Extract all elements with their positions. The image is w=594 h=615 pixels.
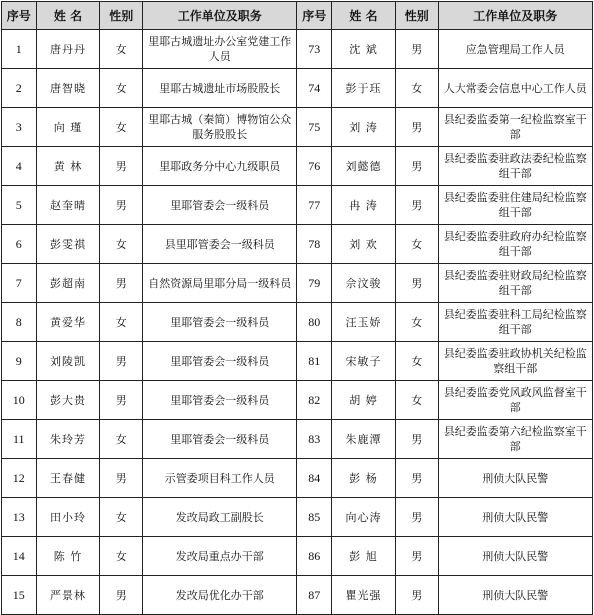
- unit-cell: 刑侦大队民警: [438, 498, 592, 537]
- name-cell: 陈 竹: [36, 537, 100, 576]
- gender-cell: 女: [395, 69, 438, 108]
- gender-cell: 男: [395, 30, 438, 69]
- serial-cell: 8: [2, 303, 37, 342]
- unit-cell: 发改局重点办干部: [143, 537, 297, 576]
- name-cell: 严景林: [36, 576, 100, 615]
- unit-cell: 里耶管委会一级科员: [143, 342, 297, 381]
- table-row: [2, 69, 593, 108]
- table-row: [2, 381, 593, 420]
- serial-cell: 4: [2, 147, 37, 186]
- serial-cell: 14: [2, 537, 37, 576]
- header-name-left: 姓 名: [36, 2, 100, 30]
- unit-cell: 人大常委会信息中心工作人员: [438, 69, 592, 108]
- serial-cell: 79: [297, 264, 332, 303]
- unit-cell: 刑侦大队民警: [438, 537, 592, 576]
- name-cell: 佘汶骏: [331, 264, 395, 303]
- gender-cell: 女: [100, 303, 143, 342]
- gender-cell: 男: [100, 576, 143, 615]
- serial-cell: 7: [2, 264, 37, 303]
- serial-cell: 13: [2, 498, 37, 537]
- serial-cell: 75: [297, 108, 332, 147]
- name-cell: 刘 欢: [331, 225, 395, 264]
- serial-cell: 9: [2, 342, 37, 381]
- name-cell: 彭于珏: [331, 69, 395, 108]
- header-unit-right: 工作单位及职务: [438, 2, 592, 30]
- table-row: [2, 30, 593, 69]
- name-cell: 宋敏子: [331, 342, 395, 381]
- serial-cell: 11: [2, 420, 37, 459]
- serial-cell: 2: [2, 69, 37, 108]
- name-cell: 向心涛: [331, 498, 395, 537]
- unit-cell: 县纪委监委驻科工局纪检监察组干部: [438, 303, 592, 342]
- unit-cell: 县里耶管委会一级科员: [143, 225, 297, 264]
- table-row: [2, 498, 593, 537]
- serial-cell: 86: [297, 537, 332, 576]
- serial-cell: 3: [2, 108, 37, 147]
- name-cell: 唐丹丹: [36, 30, 100, 69]
- gender-cell: 男: [100, 147, 143, 186]
- gender-cell: 女: [395, 381, 438, 420]
- unit-cell: 县纪委监委驻政府办纪检监察组干部: [438, 225, 592, 264]
- name-cell: 彭 杨: [331, 459, 395, 498]
- unit-cell: 里耶古城遗址市场股股长: [143, 69, 297, 108]
- table-row: [2, 303, 593, 342]
- table-body: [2, 30, 593, 615]
- gender-cell: 男: [100, 342, 143, 381]
- gender-cell: 男: [100, 186, 143, 225]
- name-cell: 彭雯祺: [36, 225, 100, 264]
- name-cell: 瞿光强: [331, 576, 395, 615]
- gender-cell: 女: [395, 225, 438, 264]
- unit-cell: 发改局优化办干部: [143, 576, 297, 615]
- header-unit-left: 工作单位及职务: [143, 2, 297, 30]
- serial-cell: 15: [2, 576, 37, 615]
- serial-cell: 82: [297, 381, 332, 420]
- table-row: [2, 459, 593, 498]
- gender-cell: 男: [395, 264, 438, 303]
- serial-cell: 76: [297, 147, 332, 186]
- gender-cell: 女: [100, 69, 143, 108]
- name-cell: 冉 涛: [331, 186, 395, 225]
- gender-cell: 女: [395, 303, 438, 342]
- gender-cell: 男: [395, 147, 438, 186]
- name-cell: 刘 涛: [331, 108, 395, 147]
- serial-cell: 74: [297, 69, 332, 108]
- unit-cell: 里耶管委会一级科员: [143, 303, 297, 342]
- table-row: [2, 225, 593, 264]
- serial-cell: 84: [297, 459, 332, 498]
- serial-cell: 83: [297, 420, 332, 459]
- name-cell: 彭 旭: [331, 537, 395, 576]
- name-cell: 赵奎晴: [36, 186, 100, 225]
- table-row: [2, 186, 593, 225]
- unit-cell: 自然资源局里耶分局一级科员: [143, 264, 297, 303]
- unit-cell: 县纪委监委第六纪检监察室干部: [438, 420, 592, 459]
- unit-cell: 县纪委监委党风政风监督室干部: [438, 381, 592, 420]
- name-cell: 汪玉娇: [331, 303, 395, 342]
- unit-cell: 刑侦大队民警: [438, 576, 592, 615]
- serial-cell: 6: [2, 225, 37, 264]
- unit-cell: 里耶古城（秦简）博物馆公众服务股股长: [143, 108, 297, 147]
- gender-cell: 女: [100, 498, 143, 537]
- header-gender-left: 性别: [100, 2, 143, 30]
- personnel-table: [1, 1, 593, 615]
- name-cell: 彭大贵: [36, 381, 100, 420]
- name-cell: 黄 林: [36, 147, 100, 186]
- gender-cell: 男: [395, 576, 438, 615]
- name-cell: 朱玲芳: [36, 420, 100, 459]
- gender-cell: 男: [100, 459, 143, 498]
- name-cell: 田小玲: [36, 498, 100, 537]
- unit-cell: 刑侦大队民警: [438, 459, 592, 498]
- gender-cell: 男: [395, 186, 438, 225]
- name-cell: 胡 婷: [331, 381, 395, 420]
- unit-cell: 示管委项目科工作人员: [143, 459, 297, 498]
- gender-cell: 男: [395, 459, 438, 498]
- serial-cell: 80: [297, 303, 332, 342]
- unit-cell: 里耶古城遗址办公室党建工作人员: [143, 30, 297, 69]
- table-row: [2, 420, 593, 459]
- name-cell: 彭超南: [36, 264, 100, 303]
- gender-cell: 男: [100, 381, 143, 420]
- table-row: [2, 147, 593, 186]
- serial-cell: 78: [297, 225, 332, 264]
- serial-cell: 85: [297, 498, 332, 537]
- gender-cell: 男: [395, 537, 438, 576]
- unit-cell: 里耶管委会一级科员: [143, 420, 297, 459]
- unit-cell: 县纪委监委驻政协机关纪检监察组干部: [438, 342, 592, 381]
- name-cell: 王春健: [36, 459, 100, 498]
- table-row: [2, 576, 593, 615]
- name-cell: 刘陵凯: [36, 342, 100, 381]
- header-serial-left: 序号: [2, 2, 37, 30]
- gender-cell: 女: [100, 420, 143, 459]
- serial-cell: 73: [297, 30, 332, 69]
- name-cell: 黄爱华: [36, 303, 100, 342]
- unit-cell: 里耶管委会一级科员: [143, 381, 297, 420]
- name-cell: 向 瑾: [36, 108, 100, 147]
- gender-cell: 女: [395, 342, 438, 381]
- name-cell: 刘懿德: [331, 147, 395, 186]
- unit-cell: 县纪委监委驻住建局纪检监察组干部: [438, 186, 592, 225]
- serial-cell: 81: [297, 342, 332, 381]
- header-name-right: 姓 名: [331, 2, 395, 30]
- name-cell: 朱鹿潭: [331, 420, 395, 459]
- table-row: [2, 342, 593, 381]
- table-row: [2, 108, 593, 147]
- unit-cell: 县纪委监委驻政法委纪检监察组干部: [438, 147, 592, 186]
- serial-cell: 5: [2, 186, 37, 225]
- serial-cell: 12: [2, 459, 37, 498]
- table-row: [2, 537, 593, 576]
- gender-cell: 男: [395, 420, 438, 459]
- unit-cell: 里耶政务分中心九级职员: [143, 147, 297, 186]
- unit-cell: 县纪委监委驻财政局纪检监察组干部: [438, 264, 592, 303]
- gender-cell: 男: [100, 264, 143, 303]
- gender-cell: 女: [100, 537, 143, 576]
- header-serial-right: 序号: [297, 2, 332, 30]
- name-cell: 唐智晓: [36, 69, 100, 108]
- serial-cell: 87: [297, 576, 332, 615]
- name-cell: 沈 斌: [331, 30, 395, 69]
- gender-cell: 男: [395, 498, 438, 537]
- gender-cell: 女: [100, 225, 143, 264]
- table-header-row: [2, 2, 593, 30]
- unit-cell: 发改局政工副股长: [143, 498, 297, 537]
- unit-cell: 应急管理局工作人员: [438, 30, 592, 69]
- table-row: [2, 264, 593, 303]
- gender-cell: 女: [100, 30, 143, 69]
- serial-cell: 77: [297, 186, 332, 225]
- gender-cell: 男: [395, 108, 438, 147]
- serial-cell: 10: [2, 381, 37, 420]
- unit-cell: 县纪委监委第一纪检监察室干部: [438, 108, 592, 147]
- unit-cell: 里耶管委会一级科员: [143, 186, 297, 225]
- gender-cell: 女: [100, 108, 143, 147]
- serial-cell: 1: [2, 30, 37, 69]
- header-gender-right: 性别: [395, 2, 438, 30]
